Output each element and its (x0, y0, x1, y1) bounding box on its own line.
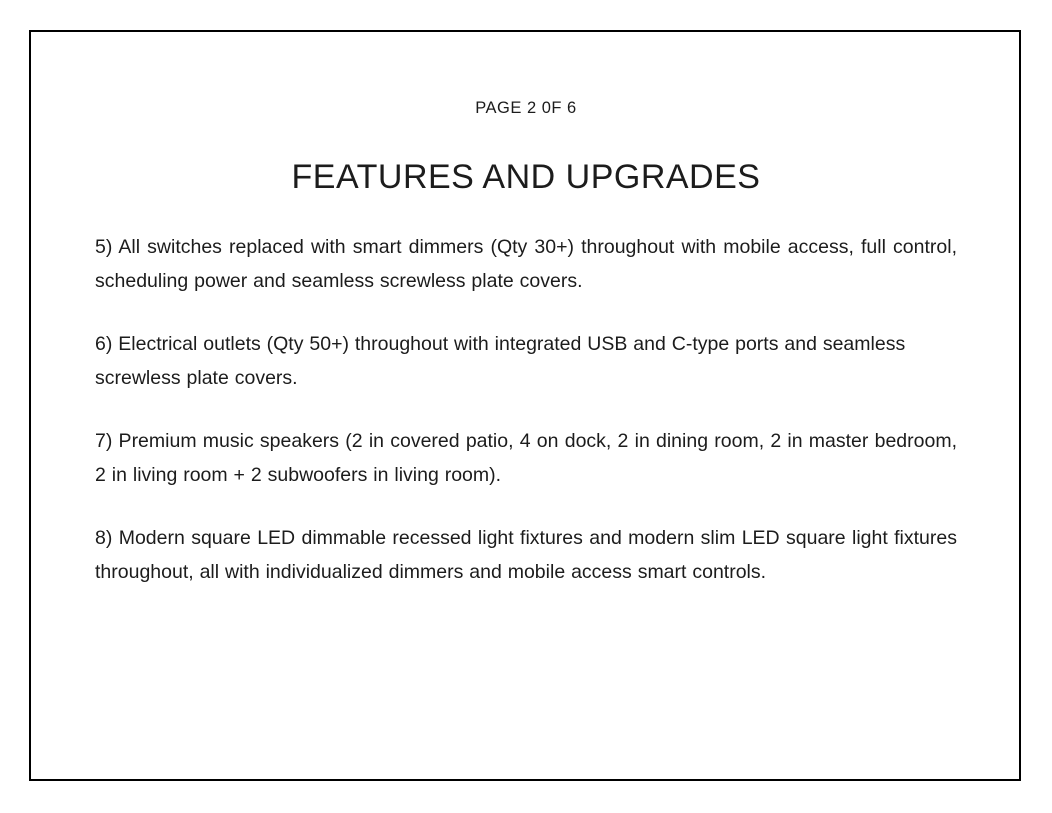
document-body (95, 231, 957, 589)
document-page (29, 30, 1021, 781)
document-title: FEATURES AND UPGRADES (291, 158, 761, 196)
paragraph-feature-7: 7) Premium music speakers (2 in covered patio, 4 on dock, 2 in dining room, 2 in master bedroom, 2 in living room + 2 subwoofers in living room). (95, 430, 957, 486)
paragraph-feature-5: 5) All switches replaced with smart dimmers (Qty 30+) throughout with mobile access, full control, scheduling power and seamless screwless plate covers. (95, 236, 957, 292)
paragraph-feature-8: 8) Modern square LED dimmable recessed light fixtures and modern slim LED square light fixtures throughout, all with individualized dimmers and mobile access smart controls. (95, 527, 957, 583)
paragraph-feature-6: 6) Electrical outlets (Qty 50+) throughout with integrated USB and C-type ports and seamless screwless plate covers. (95, 333, 906, 389)
page-indicator: PAGE 2 0F 6 (475, 99, 577, 117)
